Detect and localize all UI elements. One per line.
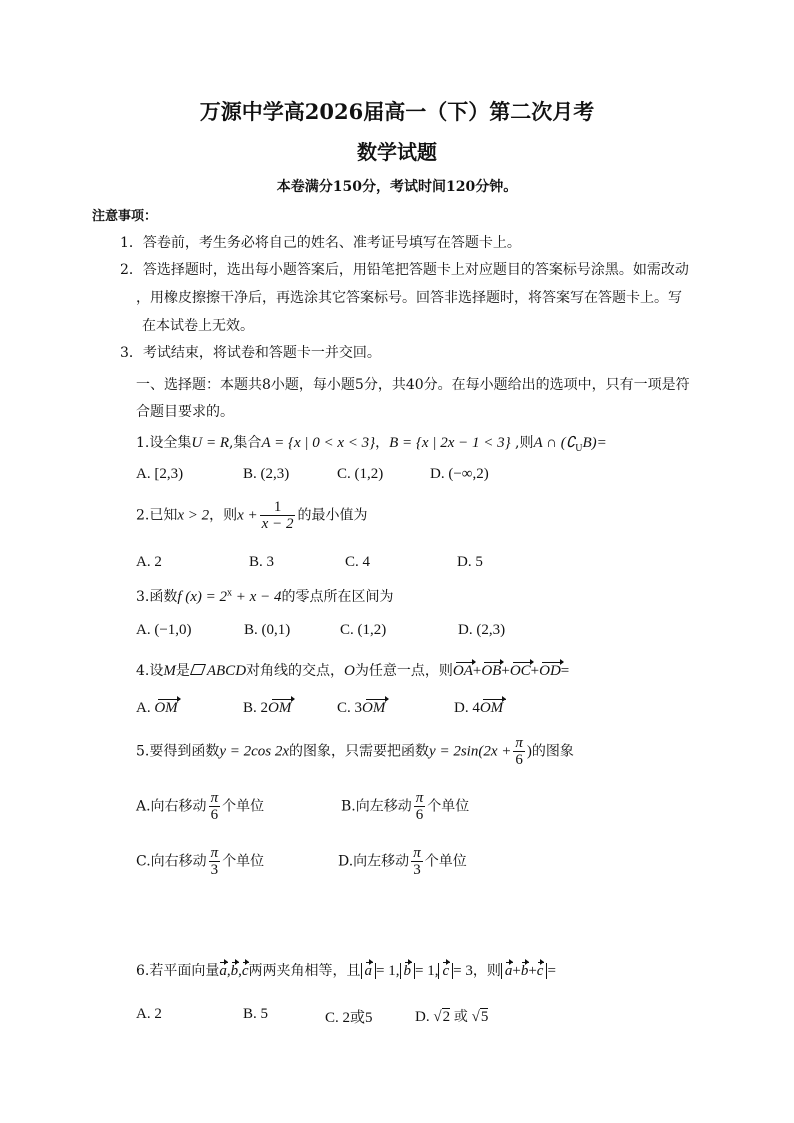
question-4-option-b: B. 2OM bbox=[243, 700, 292, 716]
question-1: 1.设全集U = R,集合A = {x | 0 < x < 3}，B = {x | 2x − 1 < 3} ,则A ∩ $(∁_UB)=$ bbox=[136, 435, 607, 454]
question-5-option-b: B.向左移动 $\frac{\pi}{6}$ 个单位 bbox=[341, 790, 470, 823]
question-3-option-a: A. (−1,0) bbox=[136, 622, 192, 638]
fraction: $\frac{\pi}{3}$ bbox=[413, 845, 421, 878]
question-2: 2.已知x > 2，则x + $\frac{1}{x - 2}$ 的最小值为 bbox=[136, 499, 368, 532]
note-item-2: 2．答选择题时，选出每小题答案后，用铅笔把答题卡上对应题目的答案标号涂黑。如需改动 bbox=[120, 262, 689, 278]
question-3: 3.函数f $(x) = 2^x + x - 4$的零点所在区间为 bbox=[136, 587, 394, 605]
question-4: 4.设M是 ABCD对角线的交点，O为任意一点，则OA+OB+OC+OD= bbox=[136, 663, 570, 679]
fraction: $\frac{\pi}{6}$ bbox=[210, 790, 219, 823]
question-4-option-d: D. 4OM bbox=[454, 700, 504, 716]
exam-info: 本卷满分150分，考试时间120分钟。 bbox=[276, 179, 518, 195]
question-1-option-b: B. (2,3) bbox=[243, 466, 290, 482]
question-4-option-c: C. 3OM bbox=[337, 700, 386, 716]
question-6-option-b: B. 5 bbox=[243, 1006, 269, 1022]
note-item-2-end: 在本试卷上无效。 bbox=[142, 318, 254, 334]
question-1-option-a: A. [2,3) bbox=[136, 466, 184, 482]
fraction: $\frac{\pi}{6}$ bbox=[415, 790, 424, 823]
question-4-option-a: A. OM bbox=[136, 700, 178, 716]
note-item-3: 3．考试结束，将试卷和答题卡一并交回。 bbox=[120, 345, 381, 361]
fraction: $\frac{\pi}{3}$ bbox=[210, 845, 219, 878]
question-2-option-b: B. 3 bbox=[249, 554, 275, 570]
question-5-option-c: C.向右移动 $\frac{\pi}{3}$ 个单位 bbox=[136, 845, 265, 878]
fraction: $\frac{\pi}{6}$ bbox=[515, 735, 523, 768]
section-1-instructions: 一、选择题：本题共8小题，每小题5分，共40分。在每小题给出的选项中，只有一项是符 bbox=[136, 377, 690, 393]
question-6-option-d: D. √2 或 √5 bbox=[415, 1009, 489, 1025]
note-item-2-cont: ，用橡皮擦擦干净后，再选涂其它答案标号。回答非选择题时，将答案写在答题卡上。写 bbox=[136, 290, 682, 306]
question-2-option-a: A. 2 bbox=[136, 554, 162, 570]
question-1-option-c: C. (1,2) bbox=[337, 466, 384, 482]
fraction: $\frac{1}{x - 2}$ bbox=[261, 499, 294, 532]
exam-title: 万源中学高2026届高一（下）第二次月考 bbox=[199, 99, 595, 124]
question-3-option-b: B. (0,1) bbox=[244, 622, 291, 638]
parallelogram-icon bbox=[190, 664, 206, 675]
question-6: 6.若平面向量a,b,c两两夹角相等，且 a = 1, b = 1, c = 3，则 a+b+c = bbox=[136, 963, 556, 979]
question-3-option-c: C. (1,2) bbox=[340, 622, 387, 638]
question-5: 5.要得到函数y = 2cos 2x的图象，只需要把函数y = 2sin(2x + $\frac{\pi}{6}$ )的图象 bbox=[136, 735, 574, 768]
question-6-option-a: A. 2 bbox=[136, 1006, 162, 1022]
question-2-option-d: D. 5 bbox=[457, 554, 483, 570]
question-2-option-c: C. 4 bbox=[345, 554, 371, 570]
notes-heading: 注意事项： bbox=[92, 209, 158, 224]
note-item-1: 1．答卷前，考生务必将自己的姓名、准考证号填写在答题卡上。 bbox=[120, 235, 521, 251]
question-1-option-d: D. (−∞,2) bbox=[430, 466, 489, 482]
question-3-option-d: D. (2,3) bbox=[458, 622, 506, 638]
question-5-option-a: A.向右移动 $\frac{\pi}{6}$ 个单位 bbox=[136, 790, 265, 823]
question-6-option-c: C. 2或5 bbox=[325, 1010, 373, 1026]
question-5-option-d: D.向左移动 $\frac{\pi}{3}$ 个单位 bbox=[338, 845, 467, 878]
exam-subtitle: 数学试题 bbox=[357, 140, 437, 164]
section-1-instructions-cont: 合题目要求的。 bbox=[136, 404, 234, 420]
